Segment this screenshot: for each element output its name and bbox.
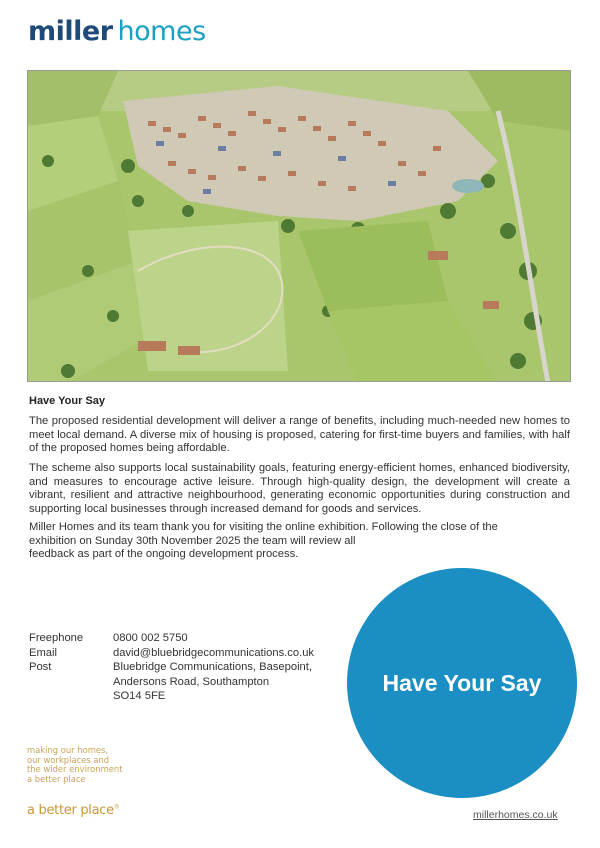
email-row (29, 646, 343, 661)
post-address (113, 660, 343, 704)
post-address-line: Bluebridge Communications, Basepoint, (113, 661, 312, 674)
freephone-row (29, 631, 343, 646)
post-address-line: SO14 5FE (113, 690, 166, 703)
thank-you-line: Miller Homes and its team thank you for visiting the online exhibition. Following the close of the (29, 521, 498, 533)
better-place-slogan (27, 803, 120, 818)
post-row (29, 660, 343, 704)
hero-aerial-illustration (27, 70, 571, 382)
contact-details (29, 631, 343, 704)
post-label: Post (29, 661, 52, 674)
website-link[interactable]: millerhomes.co.uk (473, 809, 558, 821)
footer-tagline (27, 746, 123, 784)
tagline-line: the wider environment (27, 764, 123, 775)
thank-you-line: exhibition on Sunday 30th November 2025 the team will review all (29, 534, 356, 547)
tagline-line: a better place (27, 773, 86, 784)
email-label: Email (29, 646, 57, 659)
miller-homes-logo (28, 16, 206, 52)
registered-mark: ® (113, 803, 120, 811)
freephone-value[interactable]: 0800 002 5750 (113, 632, 188, 644)
freephone-label: Freephone (29, 632, 84, 644)
slogan-text: a better place (27, 803, 114, 818)
logo-miller-text: miller (28, 16, 113, 47)
aerial-development-illustration-icon (28, 71, 571, 382)
tagline-line: our workplaces and (27, 754, 110, 765)
thank-you-paragraph (29, 521, 570, 562)
callout-text: Have Your Say (382, 669, 542, 696)
tagline-line: making our homes, (27, 745, 109, 755)
email-value[interactable]: david@bluebridgecommunications.co.uk (113, 646, 315, 659)
benefits-paragraph: The proposed residential development will deliver a range of benefits, including much-needed new homes to meet local demand. A diverse mix of housing is proposed, catering for first-time buyers and families, with half of the proposed homes being affordable. (29, 415, 570, 455)
have-your-say-callout (347, 568, 577, 798)
thank-you-line: feedback as part of the ongoing development process. (29, 548, 299, 561)
sustainability-paragraph: The scheme also supports local sustainability goals, featuring energy-efficient homes, enhanced biodiversity, and measures to encourage active leisure. Through high-quality design, the development will create a vibrant, resilient and attractive neighbourhood, generating economic opportunities during construction and supporting local businesses through increased demand for goods and services. (29, 462, 570, 515)
section-title: Have Your Say (29, 395, 106, 407)
post-address-line: Andersons Road, Southampton (113, 675, 270, 688)
logo-homes-text: homes (117, 16, 206, 47)
